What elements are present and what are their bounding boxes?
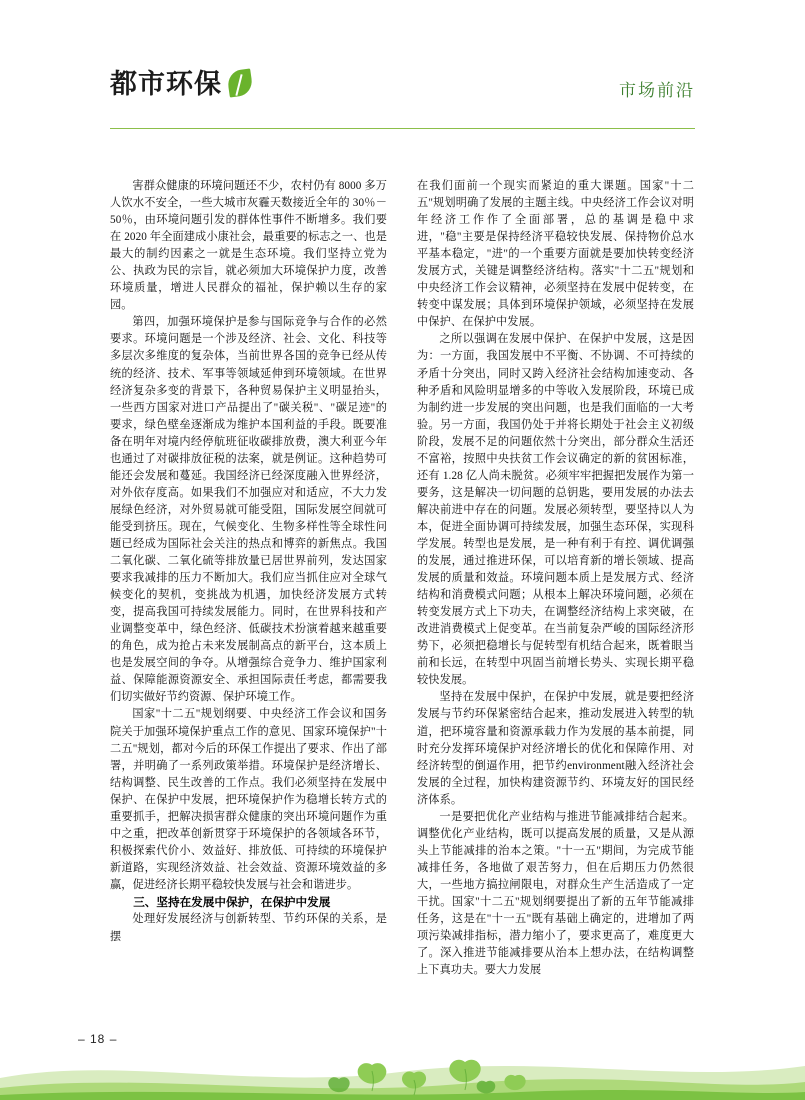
- paragraph: 坚持在发展中保护，在保护中发展，就是要把经济发展与节约环保紧密结合起来，推动发展进入转型的轨道，把环境容量和资源承载力作为发展的基本前提，同时充分发挥环境保护对经济增长的优化和保障作用、对经济转型的倒逼作用，把节约environment融入经济社会发展的全过程，加快构建资源节约、环境友好的国民经济体系。: [417, 691, 694, 806]
- article-body: [110, 178, 695, 979]
- right-column: [417, 178, 694, 979]
- paragraph: 害群众健康的环境问题还不少，农村仍有 8000 多万人饮水不安全，一些大城市灰霾天数接近全年的 30％－50％，由环境问题引发的群体性事件不断增多。我们要在 2020 年全面建成小康社会，最重要的标志之一、也是最大的制约因素之一就是生态环境。我们坚持立党为公、执政为民的宗旨，就必须加大环境保护力度，改善环境质量，增进人民群众的福祉，保护赖以生存的家园。: [110, 180, 387, 312]
- section-label: 市场前沿: [619, 81, 695, 100]
- masthead-title: 都市环保: [110, 68, 222, 99]
- paragraph: 处理好发展经济与创新转型、节约环保的关系，是摆: [110, 913, 387, 943]
- masthead: [110, 68, 255, 100]
- paragraph: 在我们面前一个现实而紧迫的重大课题。国家"十二五"规划明确了发展的主题主线。中央经济工作会议对明年经济工作作了全面部署，总的基调是稳中求进，"稳"主要是保持经济平稳较快发展、保持物价总水平基本稳定，"进"的一个重要方面就是要加快转变经济发展方式，关键是调整经济结构。落实"十二五"规划和中央经济工作会议精神，必须坚持在发展中促转变，在转变中谋发展；具体到环境保护领域，必须坚持在发展中保护、在保护中发展。: [417, 180, 694, 329]
- paragraph: 第四，加强环境保护是参与国际竞争与合作的必然要求。环境问题是一个涉及经济、社会、文化、科技等多层次多维度的复杂体，当前世界各国的竞争已经从传统的经济、技术、军事等领域延伸到环境领域。在世界经济复杂多变的背景下，各种贸易保护主义明显抬头，一些西方国家对进口产品提出了"碳关税"、"碳足迹"的要求，绿色壁垒逐渐成为维护本国利益的手段。既要准备在明年对境内经停航班征收碳排放费，澳大利亚今年也通过了对碳排放征税的法案，就是例证。这种趋势可能还会发展和蔓延。我国经济已经深度融入世界经济，对外依存度高。如果我们不加强应对和适应，不大力发展绿色经济，对外贸易就可能受阻，国际发展空间就可能受到挤压。现在，气候变化、生物多样性等全球性问题已经成为国际社会关注的热点和博弈的新焦点。我国二氧化碳、二氧化硫等排放量已居世界前列，发达国家要求我减排的压力不断加大。我们应当抓住应对全球气候变化的契机，变挑战为机遇，加快经济发展方式转变，提高我国可持续发展能力。同时，在世界科技和产业调整变革中，绿色经济、低碳技术扮演着越来越重要的角色，成为抢占未来发展制高点的新平台，这本质上也是发展空间的争夺。从增强综合竞争力、维护国家利益、保障能源资源安全、承担国际责任考虑，都需要我们切实做好节约资源、保护环境工作。: [110, 316, 387, 704]
- footer-decoration-leaves: [0, 1038, 805, 1100]
- paragraph: 之所以强调在发展中保护、在保护中发展，这是因为：一方面，我国发展中不平衡、不协调、不可持续的矛盾十分突出，同时又跨入经济社会结构加速变动、各种矛盾和风险明显增多的中等收入发展阶段，环境已成为制约进一步发展的突出问题，也是我们面临的一大考验。另一方面，我国仍处于并将长期处于社会主义初级阶段，发展不足的问题依然十分突出，部分群众生活还不富裕，按照中央扶贫工作会议确定的新的贫困标准，还有 1.28 亿人尚未脱贫。必须牢牢把握把发展作为第一要务，这是解决一切问题的总钥匙，要用发展的办法去解决前进中存在的问题。发展必须转型，要坚持以人为本，促进全面协调可持续发展，加强生态环保，实现科学发展。转型也是发展，是一种有利于有控、调优调强的发展，通过推进环保，可以培育新的增长领域、提高发展的质量和效益。环境问题本质上是发展方式、经济结构和消费模式问题；从根本上解决环境问题，必须在转变发展方式上下功夫，在调整经济结构上求突破，在改进消费模式上促变革。在当前复杂严峻的国际经济形势下，必须把稳增长与促转型有机结合起来，既着眼当前和长远，在转型中巩固当前增长势头、实现长期平稳较快发展。: [417, 333, 694, 687]
- paragraph: 国家"十二五"规划纲要、中央经济工作会议和国务院关于加强环境保护重点工作的意见、国家环境保护"十二五"规划，都对今后的环保工作提出了要求、作出了部署，并明确了一系列政策举措。环境保护是经济增长、结构调整、民生改善的工作点。我们必须坚持在发展中保护、在保护中发展，把环境保护作为稳增长转方式的重要抓手，把解决损害群众健康的突出环境问题作为重中之重，把改革创新贯穿于环境保护的各领域各环节，积极探索代价小、效益好、排放低、可持续的环境保护新道路，实现经济效益、社会效益、资源环境效益的多赢，促进经济长期平稳较快发展与社会和谐进步。: [110, 708, 387, 891]
- page-number: – 18 –: [78, 1032, 118, 1046]
- leaf-logo-icon: [225, 68, 255, 100]
- header-divider: [110, 128, 695, 129]
- paragraph: 一是要把优化产业结构与推进节能减排结合起来。调整优化产业结构，既可以提高发展的质量，又是从源头上节能减排的治本之策。"十一五"期间，为完成节能减排任务，各地做了艰苦努力，但在后期压力仍然很大，一些地方搞拉闸限电，对群众生产生活造成了一定干扰。国家"十二五"规划纲要提出了新的五年节能减排任务，这是在"十一五"既有基础上确定的，进增加了两项污染减排指标，潜力缩小了，要求更高了，难度更大了。深入推进节能减排要从治本上想办法，在结构调整上下真功夫。要大力发展: [417, 810, 694, 977]
- section-heading: 三、坚持在发展中保护，在保护中发展: [133, 895, 331, 909]
- page-header: [110, 68, 695, 124]
- left-column: [110, 178, 387, 979]
